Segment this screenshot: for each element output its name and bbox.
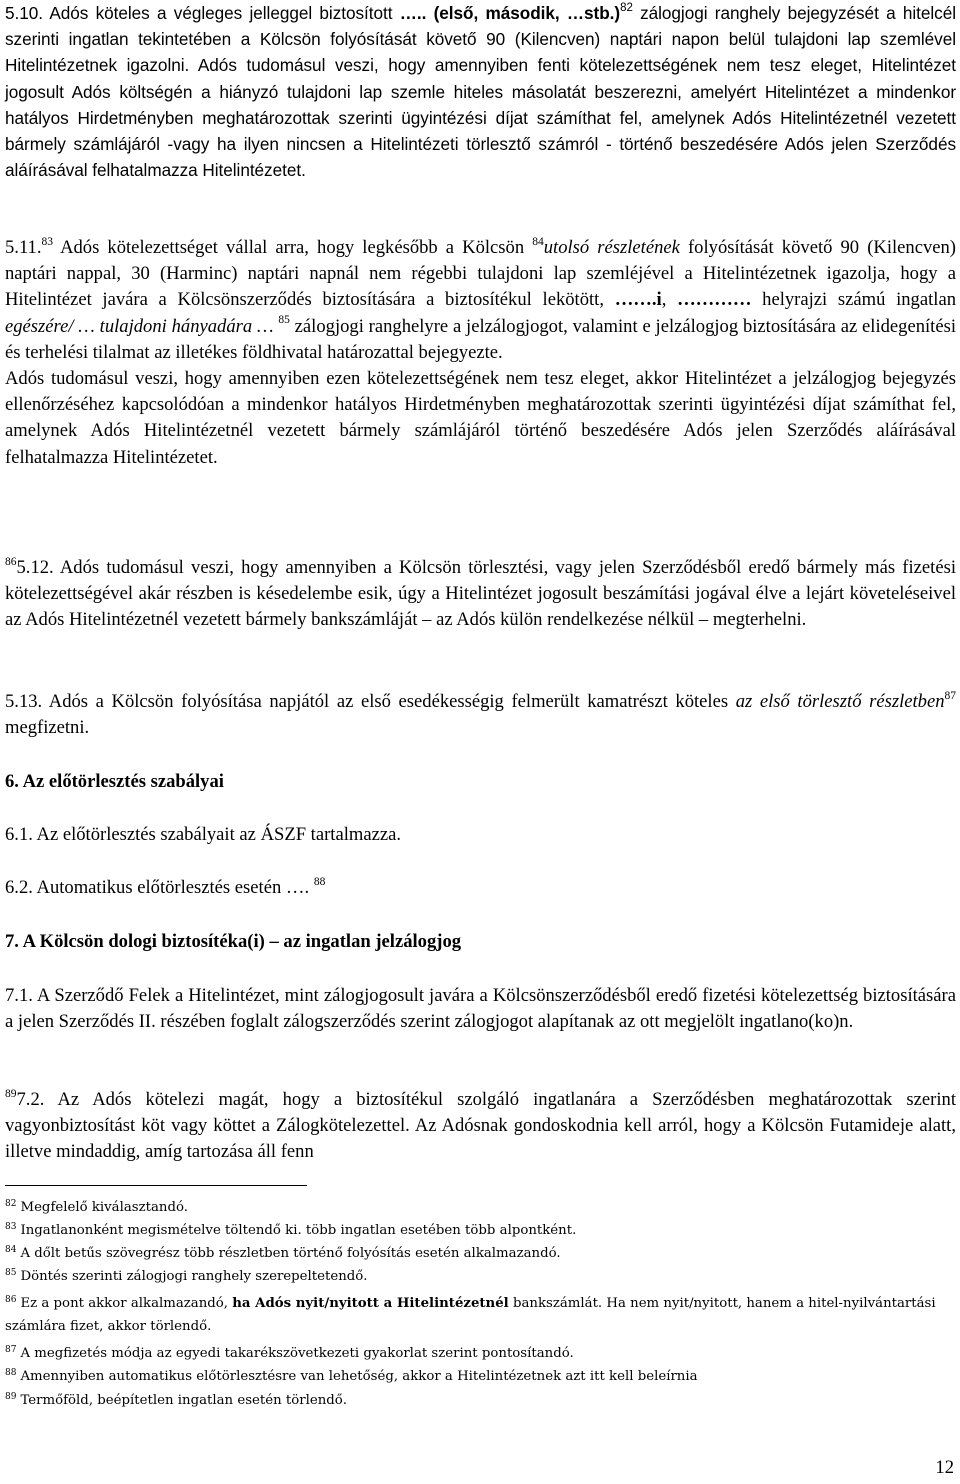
footnote-separator [5,1185,307,1186]
p72-text: 7.2. Az Adós kötelezi magát, hogy a biztosítékul szolgáló ingatlanára a Szerződésben meghatározottak szerint vagyonbiztosítást köt vagy köttet a Zálogkötelezettel. Az Adósnak gondoskodnia kell arról, hogy a Kölcsön Futamideje alatt, illetve mindaddig, amíg tartozása áll fenn [5,1089,956,1163]
paragraph-5-11-b: Adós tudomásul veszi, hogy amennyiben ezen kötelezettségének nem tesz eleget, akkor Hitelintézet a jelzálogjog bejegyzés ellenőrzéséhez kapcsolódóan a mindenkor hatályos Hirdetményben meghatározottak szerinti ügyintézési díjat számíthat fel, amelynek Adós Hitelintézetnél vezetett bármely számlájáról történő beszedésére Adós jelen Szerződés aláírásával felhatalmazza Hitelintézetet. [5,368,956,468]
footnote-text: A megfizetés módja az egyedi takarékszövetkezeti gyakorlat szerint pontosítandó. [20,1346,574,1361]
footnote-83 [5,1220,956,1243]
footnote-85 [5,1266,956,1289]
footnote-82 [5,1197,956,1220]
footnote-ref-87[interactable]: 87 [944,689,956,702]
paragraph-5-10 [5,0,956,183]
footnote-number: 83 [5,1221,17,1232]
paragraph-6-2 [5,875,956,901]
footnote-84 [5,1243,956,1266]
p511-placeholder-1: …….i [614,289,662,311]
page-number: 12 [935,1457,954,1478]
p62-text: 6.2. Automatikus előtörlesztés esetén …. [5,877,310,898]
paragraph-5-13-text [5,689,956,741]
footnote-text: Döntés szerinti zálogjogi ranghely szerepeltetendő. [20,1269,368,1284]
p510-part-a: 5.10. Adós köteles a végleges jelleggel biztosított [5,3,400,23]
p513-part-c: megfizetni. [5,717,90,739]
footnote-ref-84[interactable]: 84 [532,235,544,248]
footnote-number: 82 [5,1198,17,1209]
footnote-number: 84 [5,1244,17,1255]
section-7-heading: 7. A Kölcsön dologi biztosítéka(i) – az ingatlan jelzálogjog [5,931,462,952]
footnote-text: Ingatlanonként megismételve töltendő ki. több ingatlan esetében több alpontként. [20,1223,577,1238]
p511-part-j: zálogjogi ranghelyre a jelzálogjogot, valamint e jelzálogjog biztosítására az elidegenítési és terhelési tilalmat az illetékes földhivatal határozattal bejegyezte. [5,315,956,363]
footnote-87 [5,1343,956,1366]
footnote-86 [5,1293,956,1338]
section-6 [5,769,956,795]
footnote-ref-86[interactable]: 86 [5,555,17,568]
paragraph-5-13 [5,689,956,741]
footnote-text: Amennyiben automatikus előtörlesztésre van lehetőség, akkor a Hitelintézetnek azt itt kell beleírnia [20,1369,698,1384]
p511-part-d: folyósítását követő 90 (Kilencven) naptári nappal, 30 (Harminc) naptári napnál nem régebbi tulajdoni lap szemléjével a Hitelintézetnek igazolja, hogy a Hitelintézet javára a Kölcsönszerződés biztosítására a biztosítékul lekötött, [5,237,956,311]
footnote-text: A dőlt betűs szövegrész több részletben történő folyósítás esetén alkalmazandó. [20,1246,561,1261]
paragraph-5-11 [5,235,956,471]
footnote-ref-82[interactable]: 82 [620,2,633,15]
p510-rank-placeholder: ….. (első, második, …stb.) [399,3,621,23]
footnote-text: bankszámlát. Ha nem nyit/nyitott, hanem a hitel-nyilvántartási számlára fizet, akkor törlendő. [5,1296,936,1334]
footnote-text: Ez a pont akkor alkalmazandó, [20,1296,233,1311]
footnote-text: Termőföld, beépítetlen ingatlan esetén törlendő. [20,1393,348,1408]
p511-part-b: Adós kötelezettséget vállal arra, hogy legkésőbb a Kölcsön [53,237,533,258]
paragraph-7-1 [5,983,956,1035]
footnote-ref-85[interactable]: 85 [278,314,290,327]
p513-italic: az első törlesztő részletben [735,691,945,712]
footnote-text: Megfelelő kiválasztandó. [20,1200,188,1215]
paragraph-7-2 [5,1087,956,1166]
footnote-number: 87 [5,1344,17,1355]
footnote-88 [5,1366,956,1389]
section-7 [5,929,956,955]
footnote-89 [5,1390,956,1413]
footnote-ref-83[interactable]: 83 [41,235,53,248]
footnote-ref-89[interactable]: 89 [5,1087,17,1100]
footnote-ref-88[interactable]: 88 [313,875,326,888]
footnote-number: 89 [5,1391,17,1402]
paragraph-5-12-text [5,555,956,634]
footnote-number: 88 [5,1367,17,1378]
paragraph-7-2-text [5,1087,956,1166]
section-6-heading: 6. Az előtörlesztés szabályai [5,771,224,792]
footnote-number: 85 [5,1267,17,1278]
paragraph-6-1 [5,822,956,848]
footnote-bold-text: ha Adós nyit/nyitott a Hitelintézetnél [232,1296,509,1311]
paragraph-7-1-text: 7.1. A Szerződő Felek a Hitelintézet, mint zálogjogosult javára a Kölcsönszerződésből eredő fizetési kötelezettség biztosítására a jelen Szerződés II. részében foglalt zálogszerződés szerint zálogjogot alapítanak az ott megjelölt ingatlano(ko)n. [5,985,956,1033]
paragraph-5-10-text [5,0,956,183]
p510-part-c: zálogjogi ranghely bejegyzését a hitelcél szerinti ingatlan tekintetében a Kölcsön folyósítását követő 90 (Kilencven) naptári napon belül tulajdoni lap szemlével Hitelintézetnek igazolni. Adós tudomásul veszi, hogy amennyiben fenti kötelezettségének nem tesz eleget, Hitelintézet jogosult Adós költségén a hiányzó tulajdoni lap szemle hiteles másolatát beszerezni, amelyért Hitelintézet a mindenkor hatályos Hirdetményben meghatározottak szerinti ügyintézési díjat számíthat fel, amelynek Adós Hitelintézetnél vezetett bármely számlájáról -vagy ha ilyen nincsen a Hitelintézeti törlesztő számról - történő beszedésére Adós jelen Szerződés aláírásával felhatalmazza Hitelintézetet. [5,3,956,181]
p513-part-a: 5.13. Adós a Kölcsön folyósítása napjától az első esedékességig felmerült kamatrészt köteles [5,691,736,712]
footnote-number: 86 [5,1294,17,1305]
p511-italic-share: egészére/ … tulajdoni hányadára … [5,315,274,337]
paragraph-6-2-text [5,875,956,901]
p511-part-h: helyrajzi számú ingatlan [751,289,956,311]
paragraph-5-12 [5,555,956,634]
p512-text: 5.12. Adós tudomásul veszi, hogy amennyiben a Kölcsön törlesztési, vagy jelen Szerződésből eredő bármely más fizetési kötelezettségével akár részben is késedelembe esik, úgy a Hitelintézet jogosult beszámítási jogával élve a lejárt követeléseivel az Adós Hitelintézetnél vezetett bármely bankszámláját – az Adós külön rendelkezése nélkül – megterhelni. [5,557,956,631]
paragraph-5-11-text [5,235,956,366]
p511-number: 5.11. [5,237,42,258]
p511-placeholder-2: ………… [677,289,752,311]
p511-italic-last-installment: utolsó részletének [543,237,680,258]
paragraph-6-1-text: 6.1. Az előtörlesztés szabályait az ÁSZF tartalmazza. [5,824,401,845]
p511-comma: , [661,289,678,311]
